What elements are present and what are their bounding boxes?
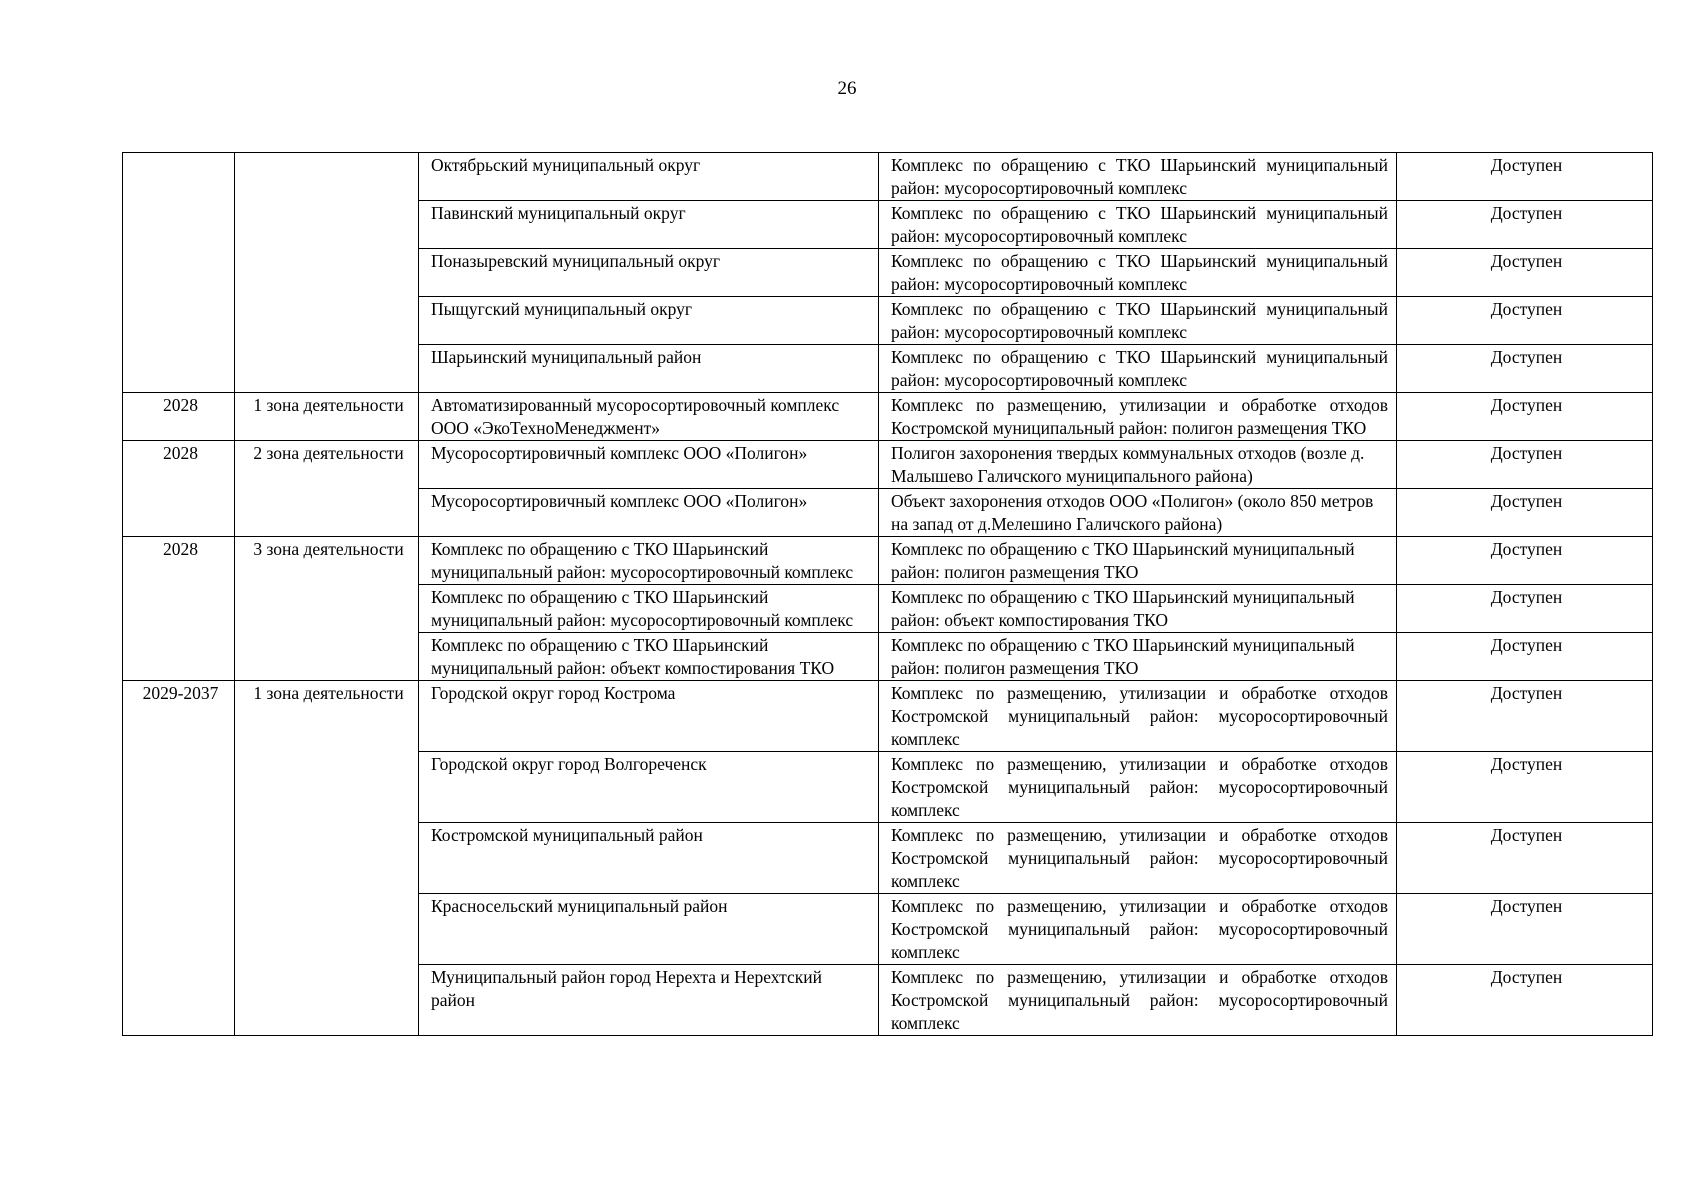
year-cell: 2029-2037 xyxy=(123,681,235,1036)
destination-cell: Комплекс по размещению, утилизации и обработке отходов Костромской муниципальный район: мусоросортировочный комплекс xyxy=(879,681,1397,752)
destination-cell: Комплекс по обращению с ТКО Шарьинский муниципальный район: мусоросортировочный комплекс xyxy=(879,153,1397,201)
destination-cell: Комплекс по размещению, утилизации и обработке отходов Костромской муниципальный район: мусоросортировочный комплекс xyxy=(879,823,1397,894)
status-cell: Доступен xyxy=(1397,249,1653,297)
table-row xyxy=(123,681,1653,752)
status-cell: Доступен xyxy=(1397,537,1653,585)
source-cell: Красносельский муниципальный район xyxy=(419,894,879,965)
status-cell: Доступен xyxy=(1397,585,1653,633)
destination-cell: Полигон захоронения твердых коммунальных отходов (возле д. Малышево Галичского муниципального района) xyxy=(879,441,1397,489)
destination-cell: Комплекс по обращению с ТКО Шарьинский муниципальный район: мусоросортировочный комплекс xyxy=(879,297,1397,345)
status-cell: Доступен xyxy=(1397,752,1653,823)
source-cell: Мусоросортировичный комплекс ООО «Полигон» xyxy=(419,489,879,537)
zone-cell xyxy=(235,153,419,393)
source-cell: Комплекс по обращению с ТКО Шарьинский муниципальный район: объект компостирования ТКО xyxy=(419,633,879,681)
source-cell: Пыщугский муниципальный округ xyxy=(419,297,879,345)
year-cell xyxy=(123,153,235,393)
status-cell: Доступен xyxy=(1397,633,1653,681)
status-cell: Доступен xyxy=(1397,894,1653,965)
source-cell: Поназыревский муниципальный округ xyxy=(419,249,879,297)
status-cell: Доступен xyxy=(1397,965,1653,1036)
year-cell: 2028 xyxy=(123,393,235,441)
source-cell: Октябрьский муниципальный округ xyxy=(419,153,879,201)
waste-flow-table xyxy=(122,152,1653,1036)
destination-cell: Комплекс по размещению, утилизации и обработке отходов Костромской муниципальный район: полигон размещения ТКО xyxy=(879,393,1397,441)
source-cell: Павинский муниципальный округ xyxy=(419,201,879,249)
destination-cell: Комплекс по обращению с ТКО Шарьинский муниципальный район: мусоросортировочный комплекс xyxy=(879,201,1397,249)
destination-cell: Комплекс по обращению с ТКО Шарьинский муниципальный район: мусоросортировочный комплекс xyxy=(879,249,1397,297)
table-row xyxy=(123,537,1653,585)
status-cell: Доступен xyxy=(1397,489,1653,537)
table-row xyxy=(123,393,1653,441)
zone-cell: 1 зона деятельности xyxy=(235,393,419,441)
zone-cell: 1 зона деятельности xyxy=(235,681,419,1036)
status-cell: Доступен xyxy=(1397,201,1653,249)
zone-cell: 3 зона деятельности xyxy=(235,537,419,681)
page-number: 26 xyxy=(837,78,857,99)
destination-cell: Комплекс по размещению, утилизации и обработке отходов Костромской муниципальный район: мусоросортировочный комплекс xyxy=(879,894,1397,965)
destination-cell: Объект захоронения отходов ООО «Полигон» (около 850 метров на запад от д.Мелешино Галичского района) xyxy=(879,489,1397,537)
source-cell: Муниципальный район город Нерехта и Нерехтский район xyxy=(419,965,879,1036)
destination-cell: Комплекс по размещению, утилизации и обработке отходов Костромской муниципальный район: мусоросортировочный комплекс xyxy=(879,752,1397,823)
table-row xyxy=(123,153,1653,201)
destination-cell: Комплекс по обращению с ТКО Шарьинский муниципальный район: полигон размещения ТКО xyxy=(879,537,1397,585)
destination-cell: Комплекс по размещению, утилизации и обработке отходов Костромской муниципальный район: мусоросортировочный комплекс xyxy=(879,965,1397,1036)
status-cell: Доступен xyxy=(1397,681,1653,752)
destination-cell: Комплекс по обращению с ТКО Шарьинский муниципальный район: объект компостирования ТКО xyxy=(879,585,1397,633)
status-cell: Доступен xyxy=(1397,441,1653,489)
status-cell: Доступен xyxy=(1397,345,1653,393)
year-cell: 2028 xyxy=(123,441,235,537)
source-cell: Городской округ город Кострома xyxy=(419,681,879,752)
source-cell: Комплекс по обращению с ТКО Шарьинский муниципальный район: мусоросортировочный комплекс xyxy=(419,537,879,585)
status-cell: Доступен xyxy=(1397,823,1653,894)
source-cell: Комплекс по обращению с ТКО Шарьинский муниципальный район: мусоросортировочный комплекс xyxy=(419,585,879,633)
destination-cell: Комплекс по обращению с ТКО Шарьинский муниципальный район: полигон размещения ТКО xyxy=(879,633,1397,681)
source-cell: Автоматизированный мусоросортировочный комплекс ООО «ЭкоТехноМенеджмент» xyxy=(419,393,879,441)
year-cell: 2028 xyxy=(123,537,235,681)
status-cell: Доступен xyxy=(1397,153,1653,201)
source-cell: Костромской муниципальный район xyxy=(419,823,879,894)
table-row xyxy=(123,441,1653,489)
zone-cell: 2 зона деятельности xyxy=(235,441,419,537)
source-cell: Шарьинский муниципальный район xyxy=(419,345,879,393)
status-cell: Доступен xyxy=(1397,393,1653,441)
destination-cell: Комплекс по обращению с ТКО Шарьинский муниципальный район: мусоросортировочный комплекс xyxy=(879,345,1397,393)
source-cell: Мусоросортировичный комплекс ООО «Полигон» xyxy=(419,441,879,489)
source-cell: Городской округ город Волгореченск xyxy=(419,752,879,823)
status-cell: Доступен xyxy=(1397,297,1653,345)
